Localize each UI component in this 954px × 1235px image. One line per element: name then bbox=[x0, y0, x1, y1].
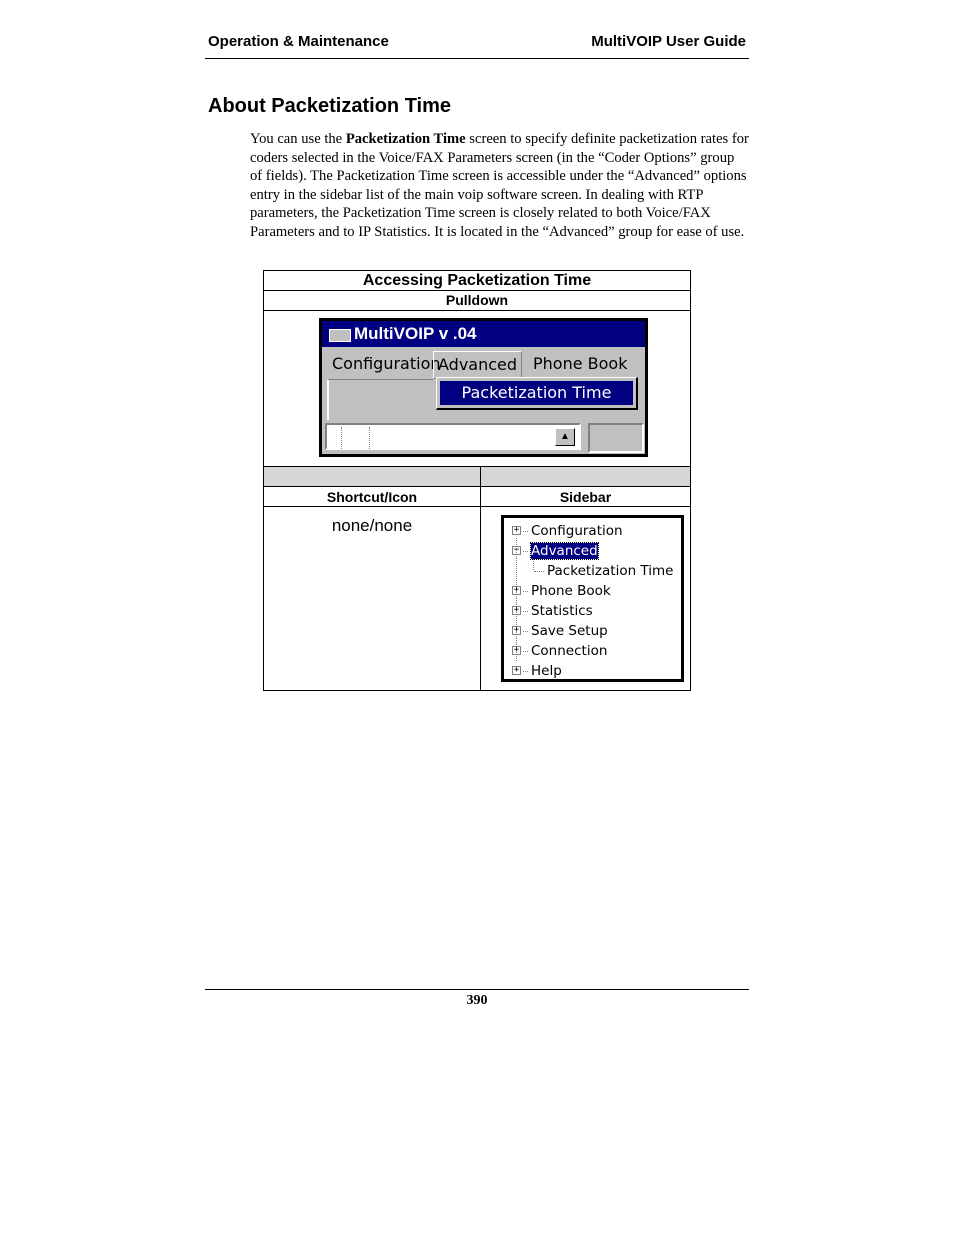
tree-item-statistics[interactable]: + Statistics bbox=[513, 603, 593, 619]
header-section-title: Operation & Maintenance bbox=[208, 33, 389, 50]
intro-paragraph bbox=[250, 130, 750, 242]
expand-plus-icon[interactable]: + bbox=[513, 624, 520, 635]
expand-plus-icon[interactable]: + bbox=[513, 644, 520, 655]
intro-prefix: You can use the bbox=[250, 131, 346, 147]
tree-item-help[interactable]: + Help bbox=[513, 663, 562, 679]
menu-advanced[interactable]: Advanced bbox=[433, 351, 522, 379]
tree-item-configuration[interactable]: + Configuration bbox=[513, 523, 623, 539]
right-panel bbox=[588, 423, 644, 453]
intro-bold-term: Packetization Time bbox=[345, 131, 466, 147]
collapse-minus-icon[interactable]: − bbox=[513, 544, 520, 555]
intro-suffix: screen to specify definite packetization rates for coders selected in the Voice/FAX Parameters screen (in the “Coder Options” group of fields). The Packetization Time screen is accessible under the “Advanced” options entry in the sidebar list of the main voip software screen. In dealing with RTP parameters, the Packetization Time screen is closely related to both Voice/FAX Parameters and to IP Statistics. It is located in the “Advanced” group for ease of use. bbox=[250, 131, 749, 240]
app-titlebar bbox=[322, 321, 645, 347]
tree-item-connection[interactable]: + Connection bbox=[513, 643, 608, 659]
page-title: About Packetization Time bbox=[208, 95, 452, 117]
header-guide-title: MultiVOIP User Guide bbox=[591, 33, 746, 50]
gray-band-left bbox=[264, 467, 480, 486]
shortcut-value: none/none bbox=[331, 516, 413, 535]
left-panel bbox=[327, 379, 433, 420]
expand-plus-icon[interactable]: + bbox=[513, 604, 520, 615]
col-head-sidebar: Sidebar bbox=[559, 489, 612, 505]
tree-item-phone-book[interactable]: + Phone Book bbox=[513, 583, 611, 599]
table-title: Accessing Packetization Time bbox=[362, 272, 592, 289]
gray-band-right bbox=[481, 467, 690, 486]
col-head-shortcut: Shortcut/Icon bbox=[326, 489, 418, 505]
header-rule bbox=[205, 58, 749, 59]
sidebar-tree bbox=[501, 515, 684, 682]
menu-phone-book[interactable]: Phone Book bbox=[533, 354, 628, 373]
app-title: MultiVOIP v .04 bbox=[354, 324, 477, 343]
bottom-field bbox=[325, 423, 581, 450]
tree-item-advanced[interactable]: − Advanced bbox=[513, 543, 598, 559]
menu-item-packetization-time[interactable]: Packetization Time bbox=[440, 381, 633, 405]
expand-plus-icon[interactable]: + bbox=[513, 524, 520, 535]
pulldown-screenshot bbox=[319, 318, 648, 457]
tree-item-packetization-time[interactable]: Packetization Time bbox=[534, 561, 673, 581]
footer-rule bbox=[205, 989, 749, 990]
expand-plus-icon[interactable]: + bbox=[513, 584, 520, 595]
scroll-up-arrow-icon[interactable]: ▲ bbox=[555, 428, 575, 446]
expand-plus-icon[interactable]: + bbox=[513, 664, 520, 675]
app-icon bbox=[329, 329, 351, 342]
advanced-dropdown bbox=[436, 377, 638, 410]
menu-configuration[interactable]: Configuration bbox=[332, 354, 441, 373]
tree-item-save-setup[interactable]: + Save Setup bbox=[513, 623, 608, 639]
page-number: 390 bbox=[466, 993, 488, 1008]
table-subtitle: Pulldown bbox=[445, 292, 509, 308]
